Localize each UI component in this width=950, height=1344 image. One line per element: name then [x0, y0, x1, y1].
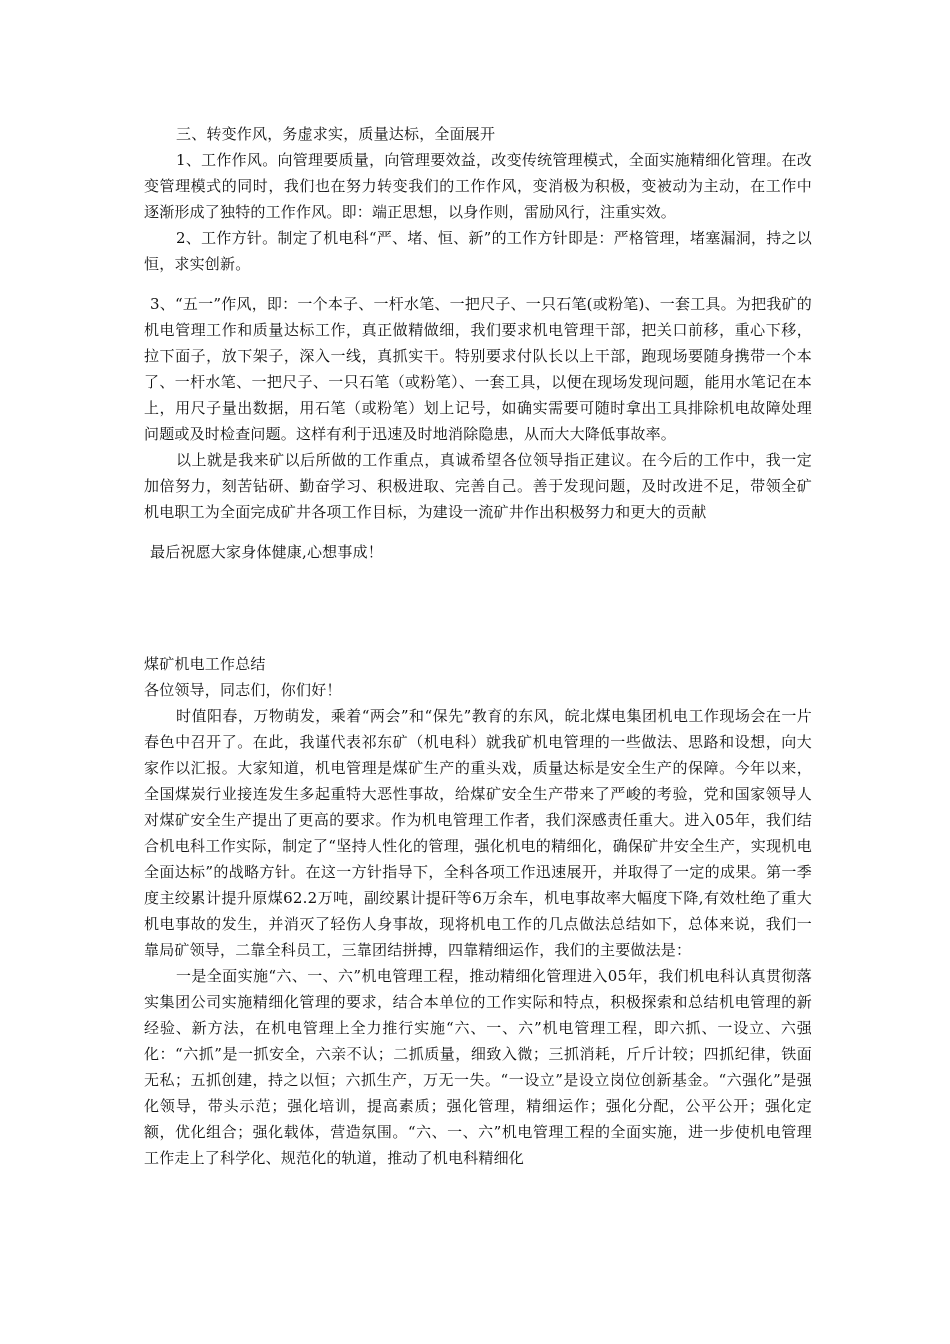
section-heading: 三、转变作风，务虚求实，质量达标，全面展开 [176, 125, 496, 143]
paragraph-work-style: 1、工作作风。向管理要质量，向管理要效益，改变传统管理模式，全面实施精细化管理。在改变管理模式的同时，我们也在努力转变我们的工作作风，变消极为积极，变被动为主动，在工作中逐渐形成了独特的工作作风。即：端正思想，以身作则，雷励风行，注重实效。 [144, 151, 812, 221]
paragraph-six-one-six: 一是全面实施“六、一、六”机电管理工程，推动精细化管理进入05年，我们机电科认真贯彻落实集团公司实施精细化管理的要求，结合本单位的工作实际和特点，积极探索和总结机电管理的新经验、新方法，在机电管理上全力推行实施“六、一、六”机电管理工程，即六抓、一设立、六强化：“六抓”是一抓安全，六亲不认；二抓质量，细致入微；三抓消耗，斤斤计较；四抓纪律，铁面无私；五抓创建，持之以恒；六抓生产，万无一失。“一设立”是设立岗位创新基金。“六强化”是强化领导，带头示范；强化培训，提高素质；强化管理，精细运作；强化分配，公平公开；强化定额，优化组合；强化载体，营造氛围。“六、一、六”机电管理工程的全面实施，进一步使机电管理工作走上了科学化、规范化的轨道，推动了机电科精细化 [144, 967, 812, 1167]
document-title: 煤矿机电工作总结 [144, 655, 266, 673]
document-page [144, 121, 812, 1171]
paragraph-summary: 以上就是我来矿以后所做的工作重点，真诚希望各位领导指正建议。在今后的工作中，我一定加倍努力，刻苦钻研、勤奋学习、积极进取、完善自己。善于发现问题，及时改进不足，带领全矿机电职工为全面完成矿井各项工作目标，为建设一流矿井作出积极努力和更大的贡献 [144, 451, 812, 521]
paragraph-five-one-style: 3、“五一”作风，即：一个本子、一杆水笔、一把尺子、一只石笔(或粉笔)、一套工具。为把我矿的机电管理工作和质量达标工作，真正做精做细，我们要求机电管理干部，把关口前移，重心下移，拉下面子，放下架子，深入一线，真抓实干。特别要求付队长以上干部，跑现场要随身携带一个本了、一杆水笔、一把尺子、一只石笔（或粉笔）、一套工具，以便在现场发现问题，能用水笔记在本上，用尺子量出数据，用石笔（或粉笔）划上记号，如确实需要可随时拿出工具排除机电故障处理问题或及时检查问题。这样有利于迅速及时地消除隐患，从而大大降低事故率。 [144, 295, 812, 443]
paragraph-work-policy: 2、工作方针。制定了机电科“严、堵、恒、新”的工作方针即是：严格管理，堵塞漏洞，持之以恒，求实创新。 [144, 229, 812, 273]
greeting: 各位领导，同志们，你们好！ [144, 681, 342, 699]
paragraph-introduction: 时值阳春，万物萌发，乘着“两会”和“保先”教育的东风，皖北煤电集团机电工作现场会在一片春色中召开了。在此，我谨代表祁东矿（机电科）就我矿机电管理的一些做法、思路和设想，向大家作以汇报。大家知道，机电管理是煤矿生产的重头戏，质量达标是安全生产的保障。今年以来，全国煤炭行业接连发生多起重特大恶性事故，给煤矿安全生产带来了严峻的考验，党和国家领导人对煤矿安全生产提出了更高的要求。作为机电管理工作者，我们深感责任重大。进入05年，我们结合机电科工作实际，制定了“坚持人性化的管理，强化机电的精细化，确保矿井安全生产，实现机电全面达标”的战略方针。在这一方针指导下，全科各项工作迅速展开，并取得了一定的成果。第一季度主绞累计提升原煤62.2万吨，副绞累计提矸等6万余车，机电事故率大幅度下降,有效杜绝了重大机电事故的发生，并消灭了轻伤人身事故，现将机电工作的几点做法总结如下，总体来说，我们一靠局矿领导，二靠全科员工，三靠团结拼搏，四靠精细运作，我们的主要做法是： [144, 707, 812, 959]
closing-wishes: 最后祝愿大家身体健康,心想事成！ [150, 543, 383, 561]
